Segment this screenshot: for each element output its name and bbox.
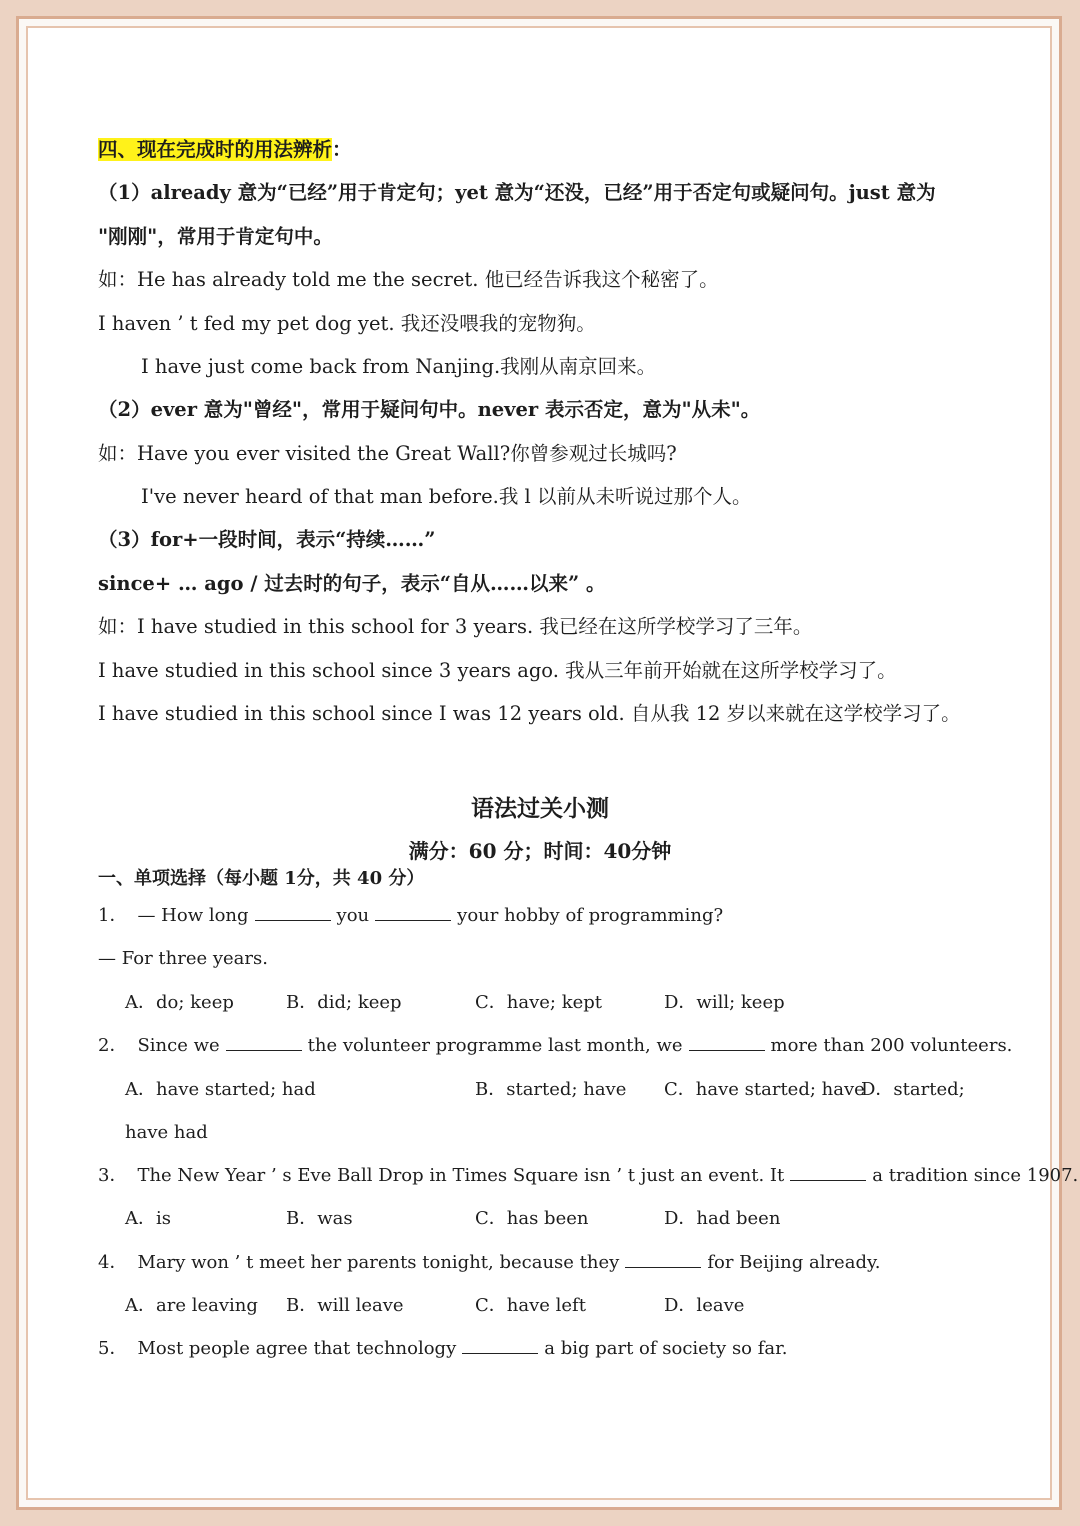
question-1-reply: — For three years. xyxy=(98,948,268,969)
q1-option-b: B．did; keep xyxy=(286,992,402,1013)
section-heading: 四、现在完成时的用法辨析： xyxy=(98,138,352,161)
quiz-section-heading: 一、单项选择（每小题 1分，共 40 分） xyxy=(98,868,425,889)
highlighted-heading: 四、现在完成时的用法辨析 xyxy=(98,138,333,161)
q2-option-a: A．have started; had xyxy=(125,1079,316,1100)
rule-2: （2）ever 意为"曾经"，常用于疑问句中。never 表示否定，意为"从未"。 xyxy=(98,398,761,421)
answer-blank xyxy=(689,1034,765,1051)
question-5: 5． Most people agree that technology a big part of society so far. xyxy=(98,1338,788,1359)
question-2: 2． Since we the volunteer programme last month, we more than 200 volunteers. xyxy=(98,1035,1013,1056)
q1-option-c: C．have; kept xyxy=(475,992,603,1013)
q3-option-c: C．has been xyxy=(475,1208,589,1229)
example-8: I have studied in this school since I was 12 years old. 自从我 12 岁以来就在这学校学习了。 xyxy=(98,702,961,725)
answer-blank xyxy=(226,1034,302,1051)
rule-1-line-2: "刚刚"，常用于肯定句中。 xyxy=(98,225,333,248)
rule-3-line-1: （3）for+一段时间，表示“持续……” xyxy=(98,528,436,551)
rule-1-line-1: （1）already 意为“已经”用于肯定句；yet 意为“还没，已经”用于否定句或疑问句。just 意为 xyxy=(98,181,936,204)
example-7: I have studied in this school since 3 years ago. 我从三年前开始就在这所学校学习了。 xyxy=(98,659,897,682)
answer-blank xyxy=(625,1251,701,1268)
example-2: I haven ’ t fed my pet dog yet. 我还没喂我的宠物狗。 xyxy=(98,312,596,335)
quiz-title: 语法过关小测 xyxy=(471,795,609,822)
answer-blank xyxy=(790,1164,866,1181)
example-1: 如：He has already told me the secret. 他已经告诉我这个秘密了。 xyxy=(98,268,719,291)
q2-option-b: B．started; have xyxy=(475,1079,627,1100)
question-3: 3． The New Year ’ s Eve Ball Drop in Times Square isn ’ t just an event. It a tradition since 1907. xyxy=(98,1165,1079,1186)
q2-option-d-wrap: have had xyxy=(125,1122,208,1143)
q4-option-a: A．are leaving xyxy=(125,1295,258,1316)
quiz-score-line: 满分：60 分；时间：40分钟 xyxy=(408,839,672,863)
example-6: 如：I have studied in this school for 3 years. 我已经在这所学校学习了三年。 xyxy=(98,615,813,638)
example-3: I have just come back from Nanjing.我刚从南京回来。 xyxy=(141,355,657,378)
q3-option-a: A．is xyxy=(125,1208,171,1229)
question-1: 1． — How long you your hobby of programming? xyxy=(98,905,724,926)
q3-option-d: D．had been xyxy=(664,1208,781,1229)
example-4: 如：Have you ever visited the Great Wall?你曾参观过长城吗? xyxy=(98,442,677,465)
q4-option-c: C．have left xyxy=(475,1295,586,1316)
q2-option-c: C．have started; have xyxy=(664,1079,865,1100)
answer-blank xyxy=(462,1337,538,1354)
q4-option-b: B．will leave xyxy=(286,1295,404,1316)
q2-option-d: D．started; xyxy=(861,1079,965,1100)
answer-blank xyxy=(255,904,331,921)
q4-option-d: D．leave xyxy=(664,1295,745,1316)
question-4: 4． Mary won ’ t meet her parents tonight, because they for Beijing already. xyxy=(98,1252,881,1273)
answer-blank xyxy=(375,904,451,921)
rule-3-line-2: since+ … ago / 过去时的句子，表示“自从……以来” 。 xyxy=(98,572,606,595)
example-5: I've never heard of that man before.我 l 以前从未听说过那个人。 xyxy=(141,485,752,508)
q1-option-a: A．do; keep xyxy=(125,992,234,1013)
q1-option-d: D．will; keep xyxy=(664,992,785,1013)
q3-option-b: B．was xyxy=(286,1208,353,1229)
